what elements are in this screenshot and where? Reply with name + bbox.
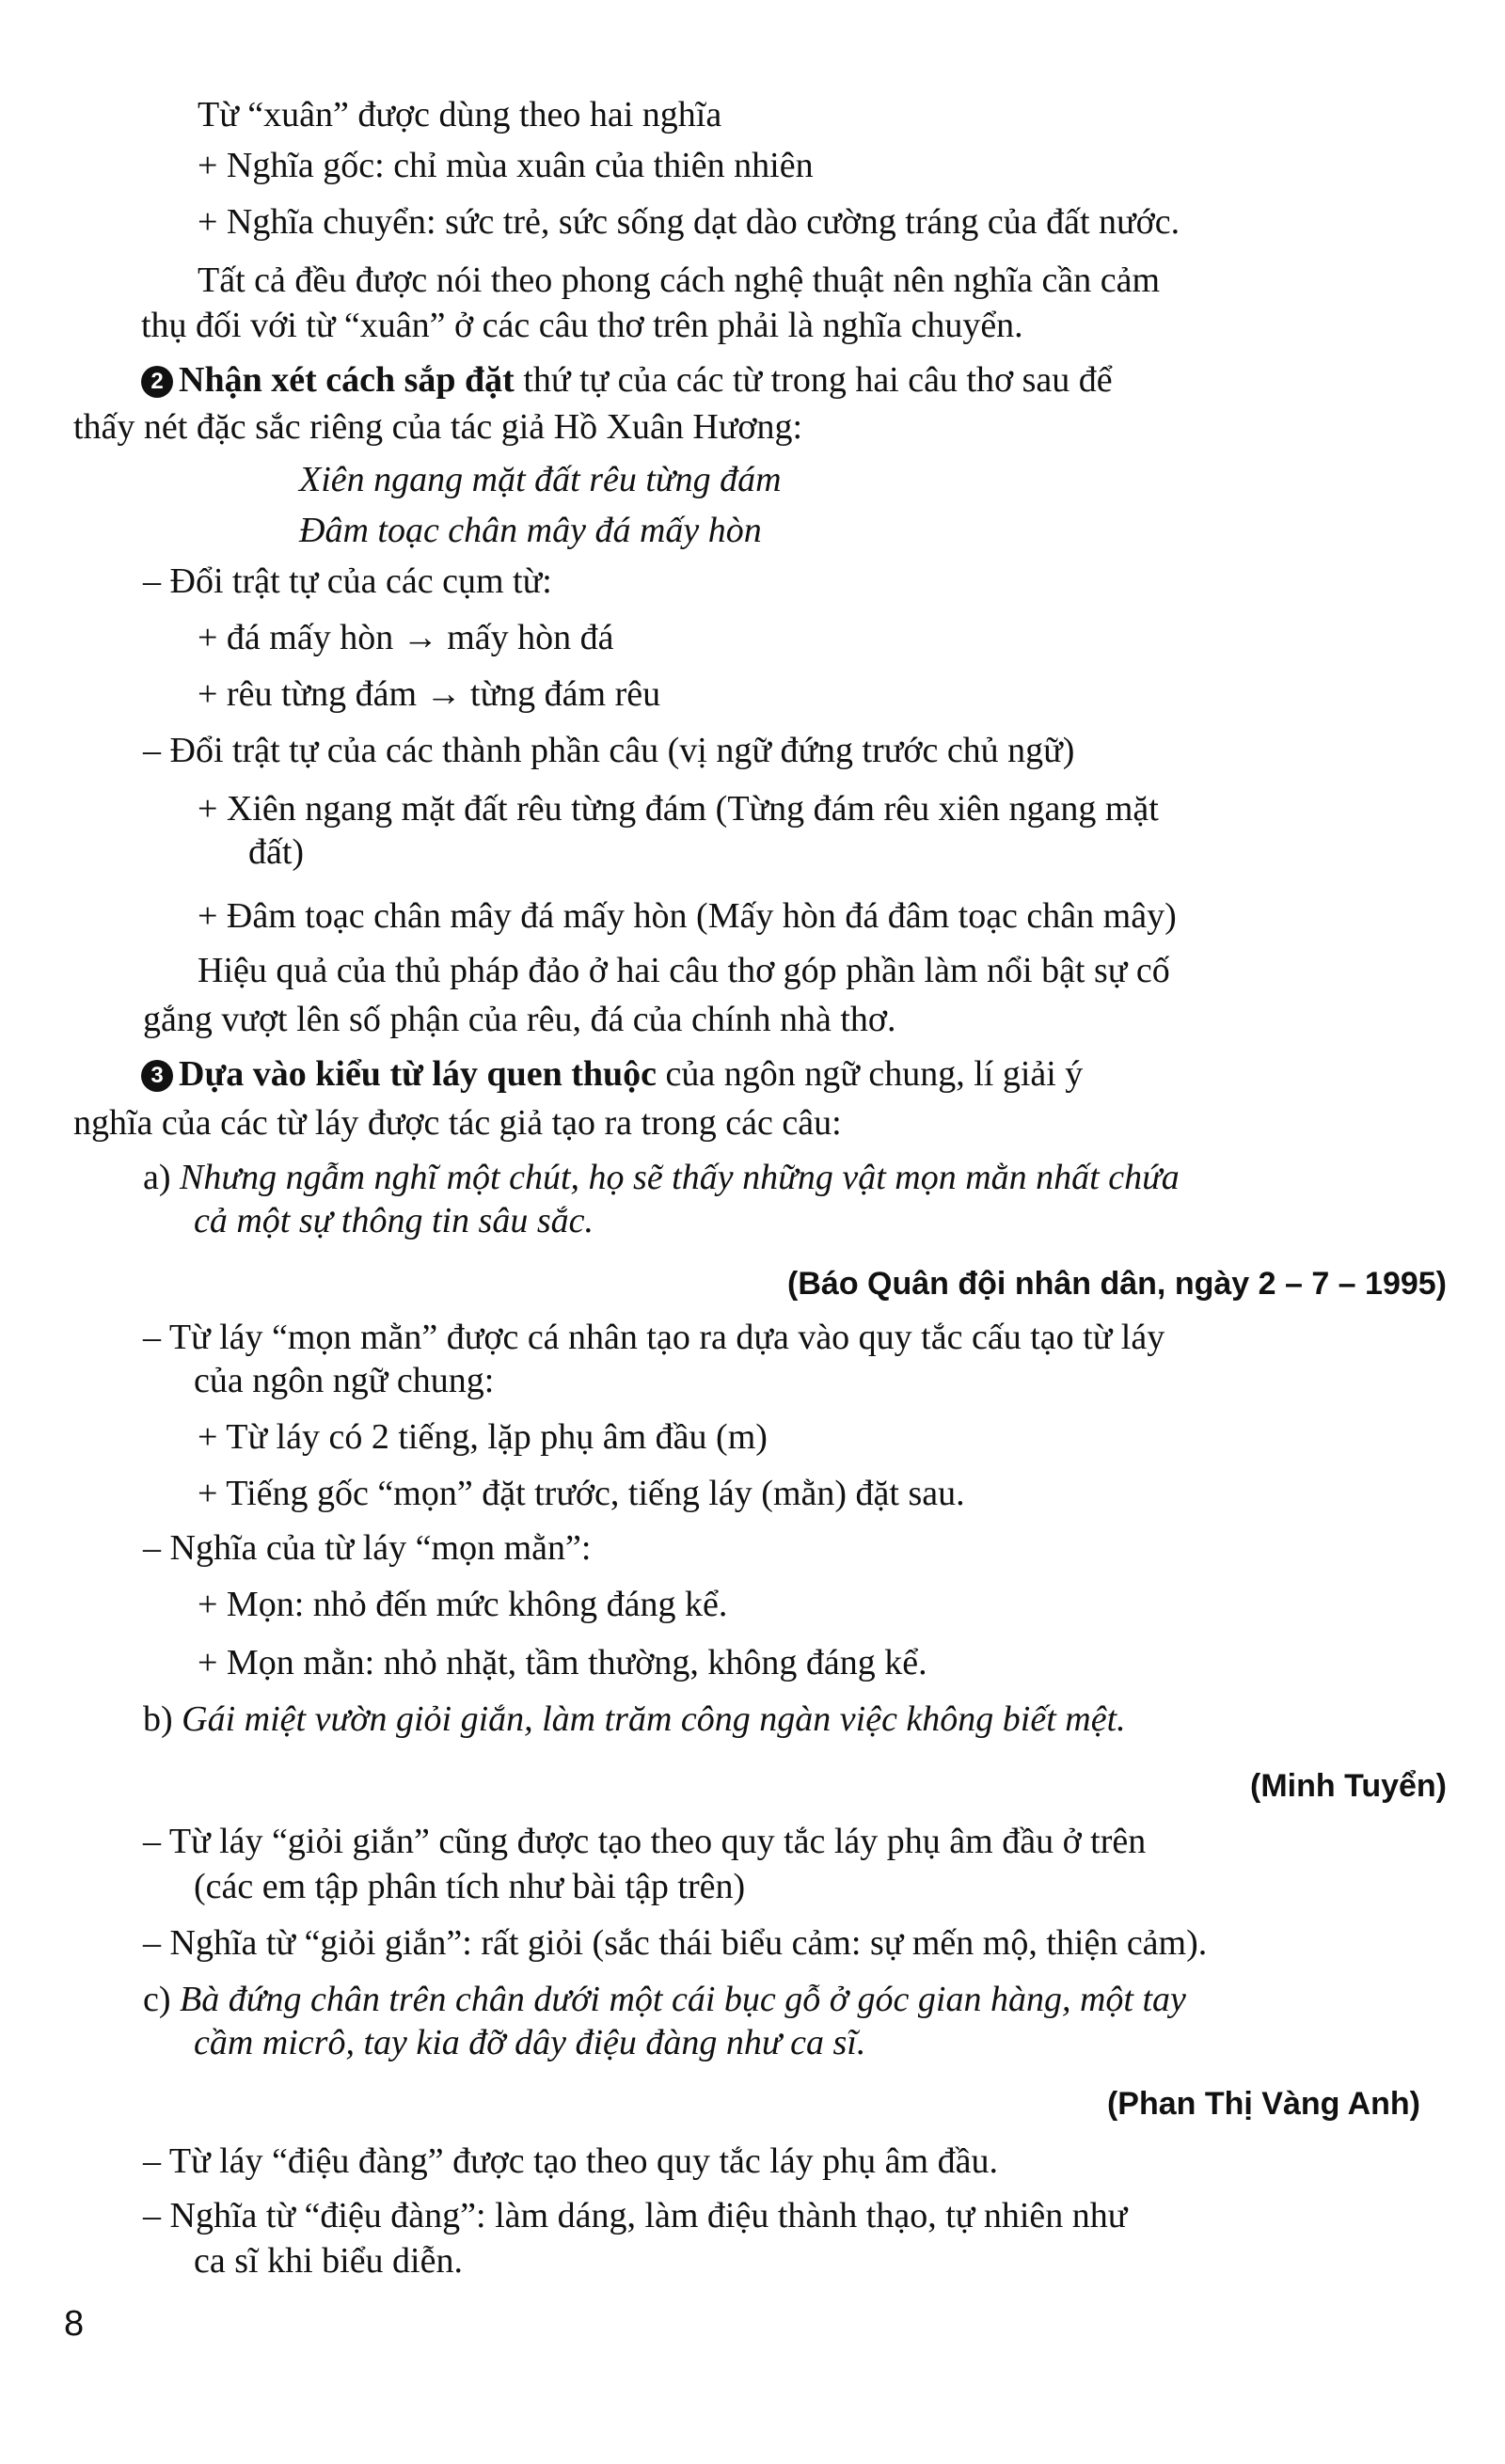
exercise-heading-text: thứ tự của các từ trong hai câu thơ sau để — [523, 360, 1113, 400]
bullet-line: + đá mấy hòn → mấy hòn đá — [198, 618, 614, 657]
dash-item: – Đổi trật tự của các cụm từ: — [143, 561, 552, 601]
sub-question-b — [143, 1695, 1126, 1744]
quote-line: Bà đứng chân trên chân dưới một cái bục gỗ ở góc gian hàng, một tay — [180, 1980, 1186, 2019]
quote-source: (Phan Thị Vàng Anh) — [1106, 2086, 1420, 2122]
paragraph-line: Tất cả đều được nói theo phong cách nghệ thuật nên nghĩa cần cảm — [198, 261, 1161, 300]
bullet-line: + Nghĩa chuyển: sức trẻ, sức sống dạt dào cường tráng của đất nước. — [198, 202, 1180, 242]
quote-line: cầm micrô, tay kia đỡ dây điệu đàng như ca sĩ. — [194, 2023, 866, 2062]
dash-item: – Nghĩa từ “điệu đàng”: làm dáng, làm điệu thành thạo, tự nhiên như — [143, 2196, 1128, 2235]
exercise-heading — [141, 1050, 1083, 1098]
dash-item: – Từ láy “giỏi giắn” cũng được tạo theo quy tắc láy phụ âm đầu ở trên — [143, 1822, 1147, 1861]
bullet-line: + Mọn mằn: nhỏ nhặt, tầm thường, không đáng kể. — [198, 1643, 927, 1682]
exercise-heading-bold: Nhận xét cách sắp đặt — [179, 360, 515, 400]
quote-line: Nhưng ngẫm nghĩ một chút, họ sẽ thấy những vật mọn mằn nhất chứa — [180, 1158, 1180, 1197]
bullet-line: + Mọn: nhỏ đến mức không đáng kể. — [198, 1585, 728, 1624]
bullet-line: + Nghĩa gốc: chỉ mùa xuân của thiên nhiên — [198, 146, 814, 185]
paragraph-line: gắng vượt lên số phận của rêu, đá của chính nhà thơ. — [143, 1000, 896, 1039]
sub-question-label: a) — [143, 1158, 171, 1197]
quote-line: Gái miệt vườn giỏi giắn, làm trăm công ngàn việc không biết mệt. — [182, 1699, 1126, 1739]
number-circle-icon: 2 — [141, 366, 173, 398]
quote-line: cả một sự thông tin sâu sắc. — [194, 1201, 594, 1240]
dash-item: – Từ láy “điệu đàng” được tạo theo quy tắc láy phụ âm đầu. — [143, 2141, 998, 2181]
bullet-line: + Xiên ngang mặt đất rêu từng đám (Từng đám rêu xiên ngang mặt — [198, 789, 1159, 829]
bullet-line: + rêu từng đám → từng đám rêu — [198, 674, 661, 714]
dash-item: – Từ láy “mọn mằn” được cá nhân tạo ra dựa vào quy tắc cấu tạo từ láy — [143, 1318, 1165, 1357]
dash-item: – Nghĩa của từ láy “mọn mằn”: — [143, 1528, 592, 1568]
exercise-heading-text: của ngôn ngữ chung, lí giải ý — [665, 1054, 1084, 1094]
dash-item: – Nghĩa từ “giỏi giắn”: rất giỏi (sắc thái biểu cảm: sự mến mộ, thiện cảm). — [143, 1923, 1208, 1963]
quote-source: (Minh Tuyển) — [1250, 1768, 1447, 1804]
page-number: 8 — [64, 2304, 85, 2344]
exercise-heading — [141, 355, 1113, 404]
paragraph-line: Hiệu quả của thủ pháp đảo ở hai câu thơ góp phần làm nổi bật sự cố — [198, 951, 1170, 990]
bullet-line: + Đâm toạc chân mây đá mấy hòn (Mấy hòn đá đâm toạc chân mây) — [198, 896, 1177, 936]
quote-source: (Báo Quân đội nhân dân, ngày 2 – 7 – 1995) — [787, 1266, 1447, 1302]
bullet-line: + Từ láy có 2 tiếng, lặp phụ âm đầu (m) — [198, 1417, 768, 1457]
sub-question-label: c) — [143, 1980, 171, 2019]
number-circle-icon: 3 — [141, 1060, 173, 1092]
exercise-heading-line: nghĩa của các từ láy được tác giả tạo ra trong các câu: — [73, 1103, 842, 1143]
poem-line: Xiên ngang mặt đất rêu từng đám — [299, 460, 782, 499]
exercise-heading-bold: Dựa vào kiểu từ láy quen thuộc — [179, 1054, 657, 1094]
paragraph-line: thụ đối với từ “xuân” ở các câu thơ trên phải là nghĩa chuyển. — [141, 306, 1023, 345]
poem-line: Đâm toạc chân mây đá mấy hòn — [299, 511, 762, 550]
exercise-heading-line: thấy nét đặc sắc riêng của tác giả Hồ Xuân Hương: — [73, 407, 803, 447]
bullet-line: + Tiếng gốc “mọn” đặt trước, tiếng láy (mằn) đặt sau. — [198, 1474, 965, 1513]
sub-question-a — [143, 1153, 1180, 1202]
sub-question-label: b) — [143, 1699, 173, 1739]
sub-question-c — [143, 1975, 1186, 2024]
paragraph-line: Từ “xuân” được dùng theo hai nghĩa — [198, 95, 722, 134]
dash-item: – Đổi trật tự của các thành phần câu (vị ngữ đứng trước chủ ngữ) — [143, 731, 1075, 770]
dash-item-continued: ca sĩ khi biểu diễn. — [194, 2241, 463, 2281]
dash-item-continued: của ngôn ngữ chung: — [194, 1361, 495, 1400]
bullet-line-continued: đất) — [248, 832, 305, 872]
dash-item-continued: (các em tập phân tích như bài tập trên) — [194, 1867, 746, 1906]
